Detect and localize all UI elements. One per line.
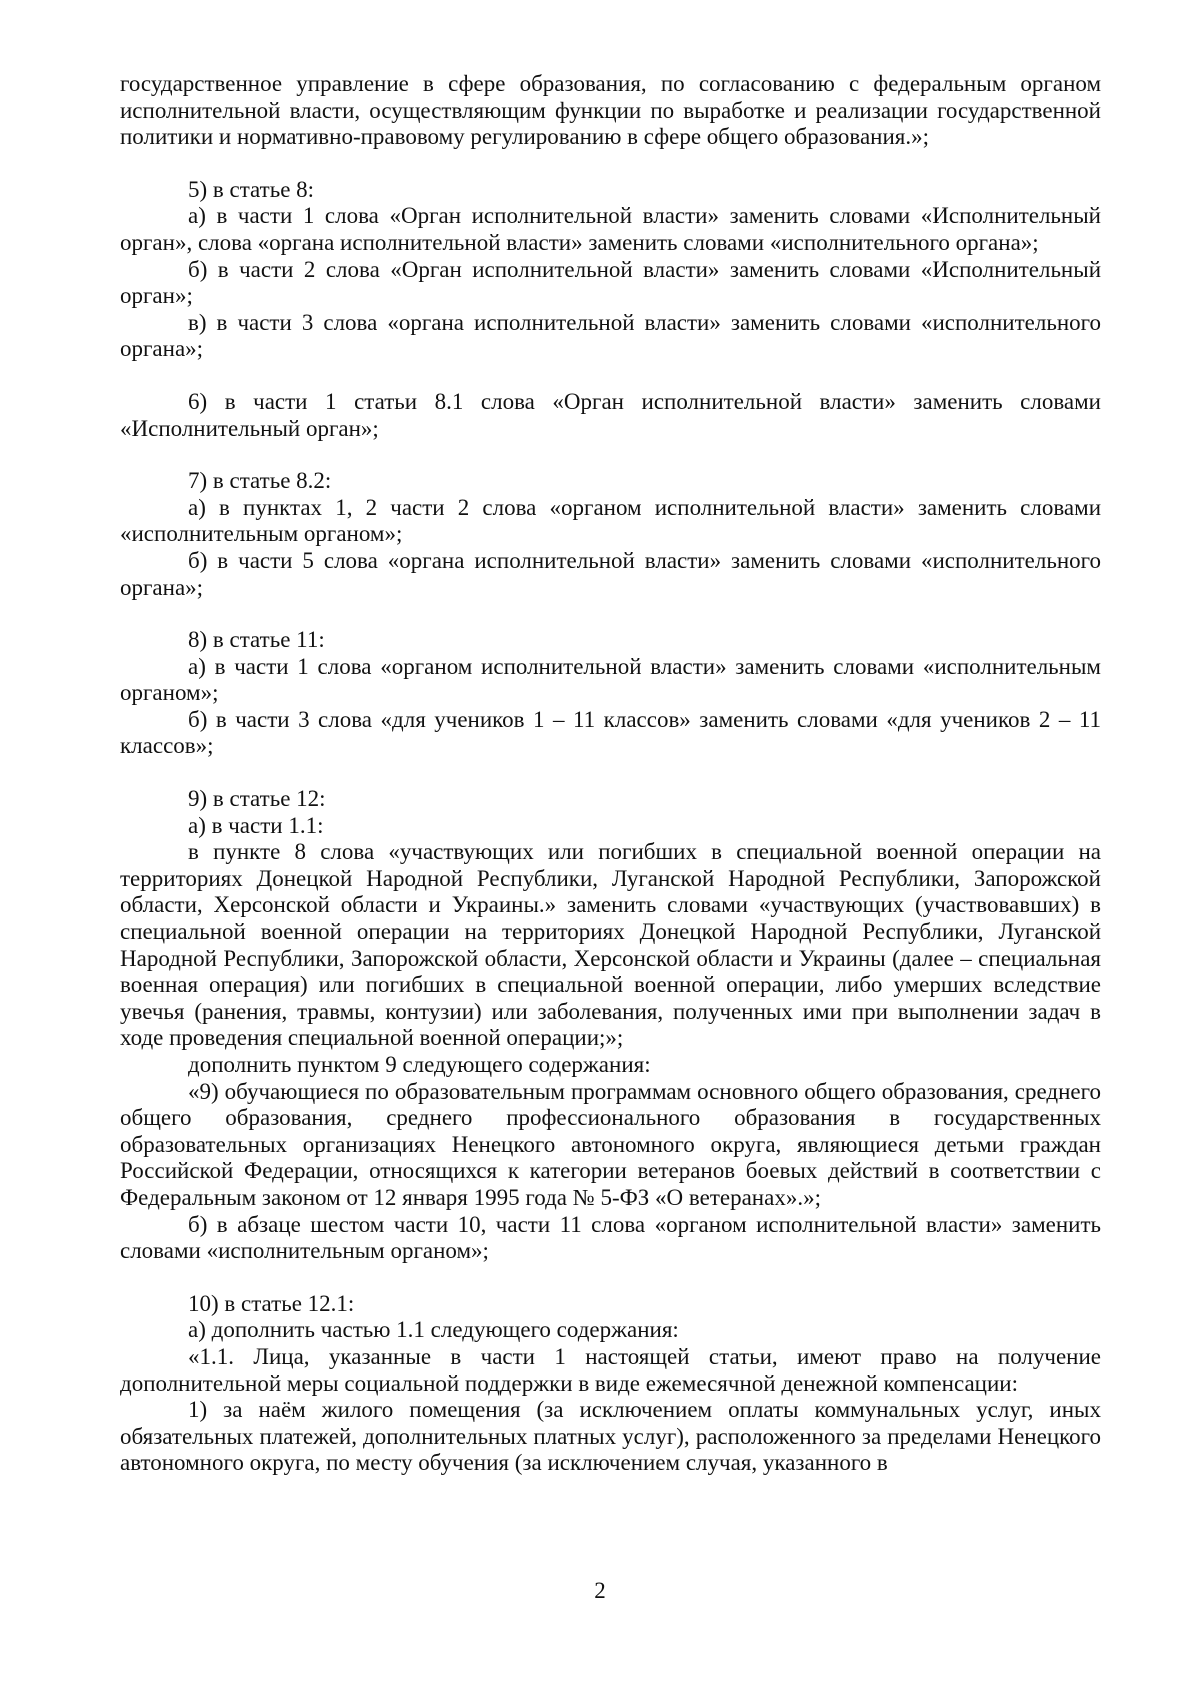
paragraph: 1) за наём жилого помещения (за исключением оплаты коммунальных услуг, иных обязательных платежей, дополнительных платных услуг), расположенного за пределами Ненецкого автономного округа, по месту обучения (за исключением случая, указанного в — [120, 1397, 1101, 1476]
paragraph: 5) в статье 8: — [188, 176, 315, 202]
paragraph: 10) в статье 12.1: — [188, 1290, 355, 1316]
paragraph: 9) в статье 12: — [188, 786, 326, 812]
paragraph: «9) обучающиеся по образовательным программам основного общего образования, среднего общего образования, среднего профессионального образования в государственных образовательных организациях Ненецкого автономного округа, являющиеся детьми граждан Российской Федерации, относящихся к категории ветеранов боевых действий в соответствии с Федеральным законом от 12 января 1995 года № 5-ФЗ «О ветеранах».»; — [120, 1078, 1101, 1210]
paragraph: дополнить пунктом 9 следующего содержания: — [188, 1052, 651, 1077]
paragraph: в) в части 3 слова «органа исполнительной власти» заменить словами «исполнительного органа»; — [120, 309, 1101, 362]
paragraph: а) в части 1.1: — [188, 812, 324, 838]
paragraph: государственное управление в сфере образования, по согласованию с федеральным органом исполнительной власти, осуществляющим функции по выработке и реализации государственной политики и нормативно-правовому регулированию в сфере общего образования.»; — [120, 71, 1101, 150]
paragraph: а) дополнить частью 1.1 следующего содержания: — [188, 1317, 679, 1343]
paragraph: 6) в части 1 статьи 8.1 слова «Орган исполнительной власти» заменить словами «Исполнительный орган»; — [120, 388, 1101, 441]
paragraph: а) в пунктах 1, 2 части 2 слова «органом исполнительной власти» заменить словами «исполнительным органом»; — [120, 494, 1101, 547]
paragraph: б) в части 5 слова «органа исполнительной власти» заменить словами «исполнительного органа»; — [120, 547, 1101, 600]
paragraph: б) в части 2 слова «Орган исполнительной власти» заменить словами «Исполнительный орган»; — [120, 256, 1101, 309]
paragraph: 8) в статье 11: — [188, 627, 325, 653]
paragraph: «1.1. Лица, указанные в части 1 настоящей статьи, имеют право на получение дополнительной меры социальной поддержки в виде ежемесячной денежной компенсации: — [120, 1343, 1101, 1396]
paragraph: а) в части 1 слова «органом исполнительной власти» заменить словами «исполнительным органом»; — [120, 653, 1101, 706]
page-number: 2 — [594, 1578, 606, 1603]
paragraph: 7) в статье 8.2: — [188, 468, 332, 494]
paragraph: а) в части 1 слова «Орган исполнительной власти» заменить словами «Исполнительный орган», слова «органа исполнительной власти» заменить словами «исполнительного органа»; — [120, 203, 1101, 255]
paragraph: б) в части 3 слова «для учеников 1 – 11 классов» заменить словами «для учеников 2 – 11 классов»; — [120, 706, 1101, 759]
paragraph: б) в абзаце шестом части 10, части 11 слова «органом исполнительной власти» заменить словами «исполнительным органом»; — [120, 1211, 1101, 1264]
document-body — [120, 71, 1101, 1477]
paragraph: в пункте 8 слова «участвующих или погибших в специальной военной операции на территориях Донецкой Народной Республики, Луганской Народной Республики, Запорожской области, Херсонской области и Украины.» заменить словами «участвующих (участвовавших) в специальной военной операции на территориях Донецкой Народной Республики, Луганской Народной Республики, Запорожской области, Херсонской области и Украины (далее – специальная военная операция) или погибших в специальной военной операции, либо умерших вследствие увечья (ранения, травмы, контузии) или заболевания, полученных ими при выполнении задач в ходе проведения специальной военной операции;»; — [120, 839, 1101, 1051]
